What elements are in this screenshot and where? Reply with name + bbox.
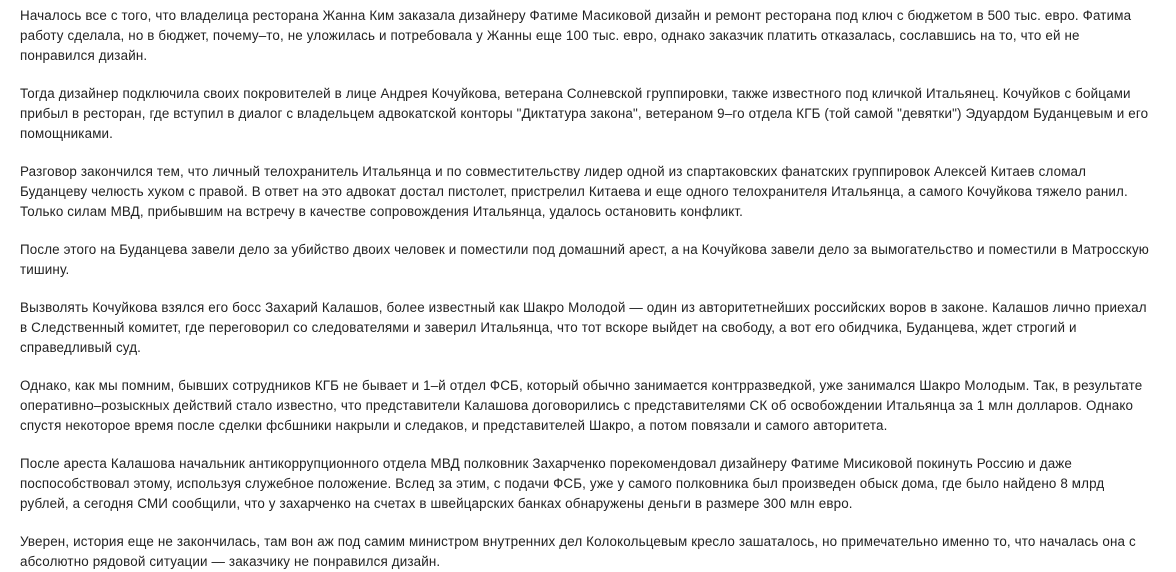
- paragraph-4: После этого на Буданцева завели дело за убийство двоих человек и поместили под домашний арест, а на Кочуйкова завели дело за вымогательство и поместили в Матросскую тишину.: [20, 242, 1149, 277]
- paragraph-5: Вызволять Кочуйкова взялся его босс Захарий Калашов, более известный как Шакро Молодой — один из авторитетнейших российских воров в законе. Калашов лично приехал в Следственный комитет, где переговорил со следователями и заверил Итальянца, что тот вскоре выйдет на свободу, а вот его обидчика, Буданцева, ждет строгий и справедливый суд.: [20, 300, 1147, 355]
- paragraph-3: Разговор закончился тем, что личный телохранитель Итальянца и по совместительству лидер одной из спартаковских фанатских группировок Алексей Китаев сломал Буданцеву челюсть хуком с правой. В ответ на это адвокат достал пистолет, пристрелил Китаева и еще одного телохранителя Итальянца, а самого Кочуйкова тяжело ранил. Только силам МВД, прибывшим на встречу в качестве сопровождения Итальянца, удалось остановить конфликт.: [20, 164, 1128, 219]
- paragraph-1: Началось все с того, что владелица ресторана Жанна Ким заказала дизайнеру Фатиме Масиковой дизайн и ремонт ресторана под ключ с бюджетом в 500 тыс. евро. Фатима работу сделала, но в бюджет, почему–то, не уложилась и потребовала у Жанны еще 100 тыс. евро, однако заказчик платить отказалась, сославшись на то, что ей не понравился дизайн.: [20, 8, 1132, 63]
- paragraph-7: После ареста Калашова начальник антикоррупционного отдела МВД полковник Захарченко порекомендовал дизайнеру Фатиме Мисиковой покинуть Россию и даже поспособствовал этому, используя служебное положение. Вслед за этим, с подачи ФСБ, уже у самого полковника был произведен обыск дома, где было найдено 8 млрд рублей, а сегодня СМИ сообщили, что у захарченко на счетах в швейцарских банках обнаружены деньги в размере 300 млн евро.: [20, 456, 1105, 511]
- paragraph-2: Тогда дизайнер подключила своих покровителей в лице Андрея Кочуйкова, ветерана Солневской группировки, также известного под кличкой Итальянец. Кочуйков с бойцами прибыл в ресторан, где вступил в диалог с владельцем адвокатской конторы "Диктатура закона", ветераном 9–го отдела КГБ (той самой "девятки") Эдуардом Буданцевым и его помощниками.: [20, 86, 1149, 141]
- paragraph-8: Уверен, история еще не закончилась, там вон аж под самим министром внутренних дел Колокольцевым кресло зашаталось, но примечательно именно то, что началась она с абсолютно рядовой ситуации — заказчику не понравился дизайн.: [20, 534, 1136, 569]
- paragraph-6: Однако, как мы помним, бывших сотрудников КГБ не бывает и 1–й отдел ФСБ, который обычно занимается контрразведкой, уже занимался Шакро Молодым. Так, в результате оперативно–розыскных действий стало известно, что представители Калашова договорились с представителями СК об освобождении Итальянца за 1 млн долларов. Однако спустя некоторое время после сделки фсбшники накрыли и следаков, и представителей Шакро, а потом повязали и самого авторитета.: [20, 378, 1143, 433]
